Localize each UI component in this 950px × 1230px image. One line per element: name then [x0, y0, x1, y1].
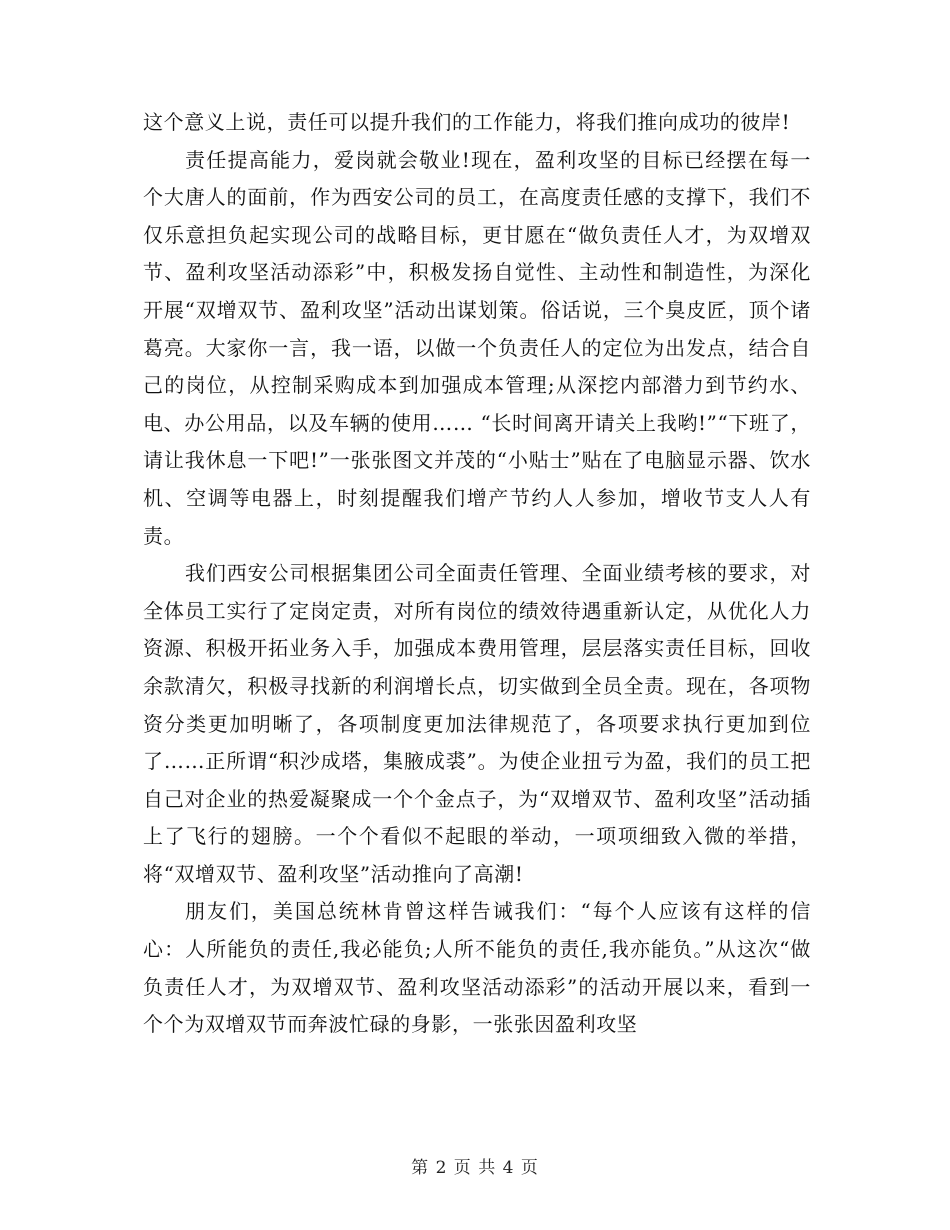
paragraph-continuation: 这个意义上说，责任可以提升我们的工作能力，将我们推向成功的彼岸! — [143, 110, 791, 134]
paragraph-lincoln-quote: 朋友们，美国总统林肯曾这样告诫我们：“每个人应该有这样的信心：人所能负的责任,我必能负;人所不能负的责任,我亦能负。”从这次“做负责任人才，为双增双节、盈利攻坚活动添彩”的活动开展以来，看到一个个为双增双节而奔波忙碌的身影，一张张因盈利攻坚 — [143, 899, 811, 1037]
paragraph-xian-company: 我们西安公司根据集团公司全面责任管理、全面业绩考核的要求，对全体员工实行了定岗定责，对所有岗位的绩效待遇重新认定，从优化人力资源、积极开拓业务入手，加强成本费用管理，层层落实责任目标，回收余款清欠，积极寻找新的利润增长点，切实做到全员全责。现在，各项物资分类更加明晰了，各项制度更加法律规范了，各项要求执行更加到位了……正所谓“积沙成塔，集腋成裘”。为使企业扭亏为盈，我们的员工把自己对企业的热爱凝聚成一个个金点子，为“双增双节、盈利攻坚”活动插上了飞行的翅膀。一个个看似不起眼的举动，一项项细致入微的举措，将“双增双节、盈利攻坚”活动推向了高潮! — [143, 561, 811, 886]
paragraph-responsibility-ability: 责任提高能力，爱岗就会敬业!现在，盈利攻坚的目标已经摆在每一个大唐人的面前，作为西安公司的员工，在高度责任感的支撑下，我们不仅乐意担负起实现公司的战略目标，更甘愿在“做负责任人才，为双增双节、盈利攻坚活动添彩”中，积极发扬自觉性、主动性和制造性，为深化开展“双增双节、盈利攻坚”活动出谋划策。俗话说，三个臭皮匠，顶个诸葛亮。大家你一言，我一语，以做一个负责任人的定位为出发点，结合自己的岗位，从控制采购成本到加强成本管理;从深挖内部潜力到节约水、电、办公用品，以及车辆的使用…… “长时间离开请关上我哟!”“下班了，请让我休息一下吧!”一张张图文并茂的“小贴士”贴在了电脑显示器、饮水机、空调等电器上，时刻提醒我们增产节约人人参加，增收节支人人有责。 — [143, 147, 811, 548]
page-footer: 第 2 页 共 4 页 — [411, 1158, 539, 1178]
body-text — [143, 104, 811, 1044]
